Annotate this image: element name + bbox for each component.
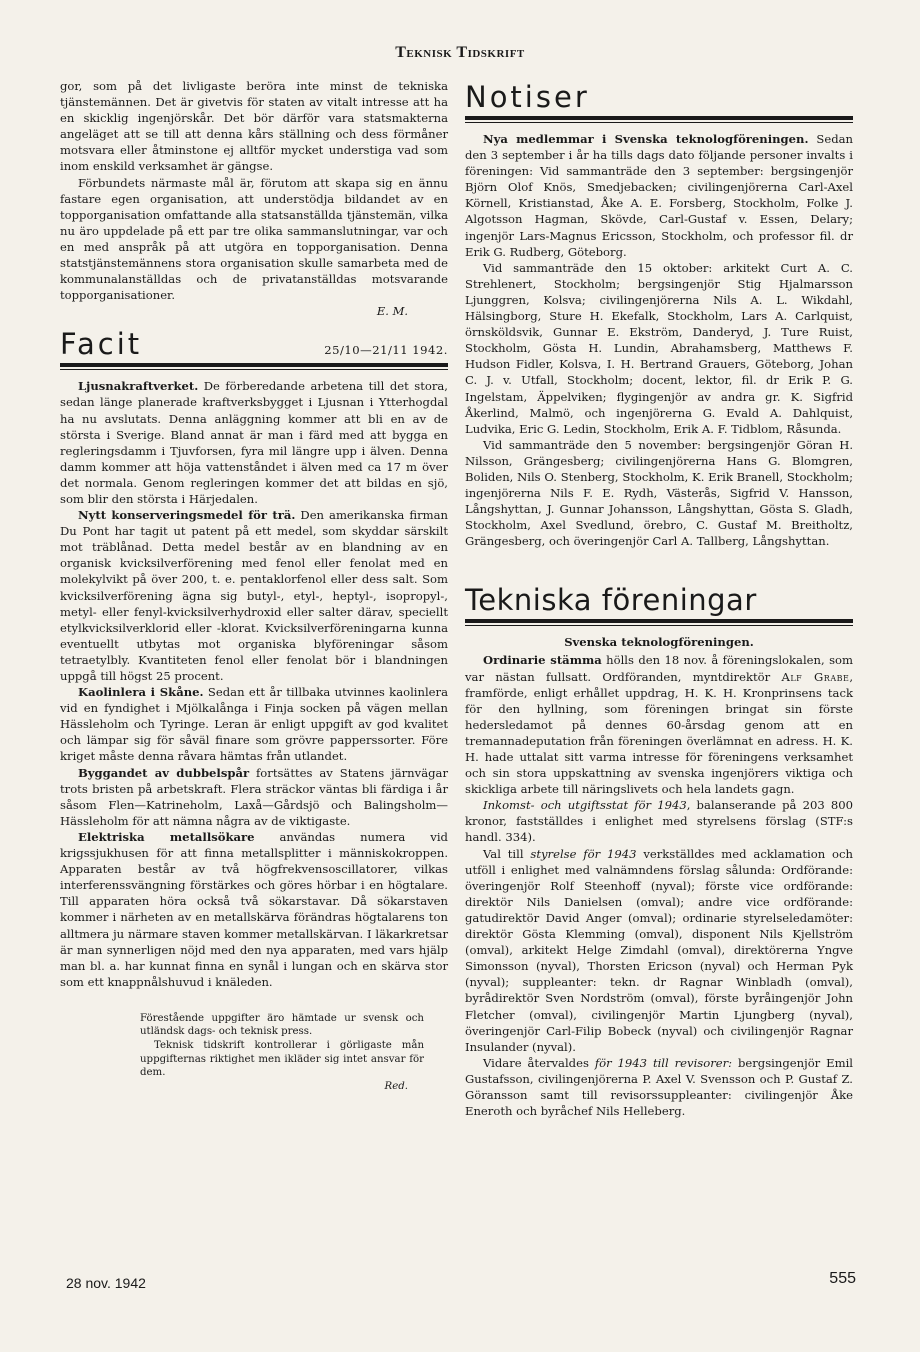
news-item-heading: Byggandet av dubbelspår: [78, 765, 250, 780]
news-item-heading: Elektriska metallsökare: [78, 829, 255, 844]
budget-body: , balanserande på 203 800 kronor, fastställdes i enlighet med styrelsens förslag (STF:s handl. 334).: [465, 798, 853, 845]
election-paragraph: [465, 846, 853, 1055]
news-item-body: fortsättes av Statens järnvägar trots bristen på arbetskraft. Flera sträckor väntas bli färdiga i år såsom Flen—Katrineholm, Laxå—Gårdsjö och Balingsholm—Hässleholm för att nämna några av de viktigaste.: [60, 765, 448, 828]
news-item: [60, 829, 448, 990]
notice-heading: Nya medlemmar i Svenska teknologföreningen.: [483, 132, 809, 146]
news-item-body: Sedan ett år tillbaka utvinnes kaolinlera vid en fyndighet i Mjölkalånga i Finja socken på vägen mellan Hässleholm och Tyringe. Leran är enligt uppgift av god kvalitet och lämpar sig för såväl finare som grövre papperssorter. Före kriget måste denna råvara hämtas från utlandet.: [60, 685, 448, 764]
editor-signature: Red.: [384, 1080, 408, 1092]
journal-masthead: Teknisk Tidskrift: [395, 44, 525, 61]
section-divider: [465, 122, 853, 123]
notiser-title: Notiser: [465, 80, 590, 114]
author-signature: E. M.: [376, 304, 408, 319]
news-item-body: Den amerikanska firman Du Pont har tagit ut patent på ett medel, som skyddar särskilt mot träblånad. Detta medel består av en blandning av en organisk kvicksilverförening med fenol eller fenolat med en molekylvikt på över 200, t. e. pentaklorfenol eller dess salt. Som kvicksilverförening ägna sig butyl-, etyl-, heptyl-, isopropyl-, metyl- eller fenyl-kvicksilverhydroxid eller salter därav, speciellt etylkvicksilverklorid eller -klorat. Kvicksilverföreningarna kunna eventuellt utbytas mot organiska blyföreningar såsom tetraetylbly. Kvantiteten fenol eller fenolat bör i blandningen uppgå till högst 25 procent.: [60, 508, 448, 683]
budget-paragraph: [465, 797, 853, 845]
section-divider: [465, 625, 853, 626]
facit-header: [60, 327, 448, 367]
news-item: [60, 684, 448, 764]
facit-title: Facit: [60, 327, 143, 362]
auditors-body: Vidare återvaldes: [483, 1055, 595, 1070]
news-item: [60, 765, 448, 829]
news-item: [60, 378, 448, 507]
news-item-body: användas numera vid krigssjukhusen för att finna metallsplitter i människokroppen. Apparaten består av två högfrekvensoscillatorer, vilkas interferenssvängning förstärkes och göres hörbar i en högtalare. Till apparaten höra också två sökarstavar. Då sökarstaven kommer i närheten av en metallskärva förändras högtalarens ton alltmera ju närmare staven kommer metallskärvan. I läkarkretsar är man synnerligen nöjd med den nya apparaten, med vars hjälp man bl. a. har kunnat finna en synål i lungan och en skärva stor som ett knappnålshuvud i knäleden.: [60, 829, 448, 989]
page-number: 555: [829, 1270, 856, 1287]
news-item-heading: Ljusnakraftverket.: [78, 379, 199, 394]
notice-paragraph: [465, 131, 853, 260]
tekniska-title: Tekniska föreningar: [465, 583, 757, 618]
auditors-body: bergsingenjör Emil Gustafsson, civilingenjörerna P. Axel V. Svensson och P. Gustaf Z. Göransson samt till revisorssuppleanter: civilingenjör Åke Eneroth och byråchef Nils Helleberg.: [465, 1055, 853, 1119]
notice-paragraph: Vid sammanträde den 5 november: bergsingenjör Göran H. Nilsson, Grängesberg; civilingenjörerna Hans G. Blomgren, Boliden, Nils O. Stenberg, Stockholm, K. Erik Branell, Stockholm; ingenjörerna Nils F. E. Rydh, Västerås, Sigfrid V. Hansson, Långshyttan, J. Gunnar Johansson, Långshyttan, Gösta S. Gladh, Stockholm, Axel Svedlund, örebro, C. Gustaf M. Breitholtz, Grängesberg, och överingenjör Carl A. Tallberg, Långshyttan.: [465, 437, 853, 549]
budget-heading: Inkomst- och utgiftsstat för 1943: [483, 798, 687, 813]
news-item-heading: Nytt konserveringsmedel för trä.: [78, 508, 296, 523]
news-item: [60, 507, 448, 684]
tekniska-header: [465, 583, 853, 623]
notiser-header: [465, 80, 853, 120]
left-column: [60, 78, 448, 1093]
issue-date: 28 nov. 1942: [66, 1275, 146, 1291]
notice-paragraph: Vid sammanträde den 15 oktober: arkitekt Curt A. C. Strehlenert, Stockholm; bergsingenjör Stig Hjalmarsson Ljunggren, Kolsva; civilingenjörerna Nils A. L. Wikdahl, Hälsingborg, Sture H. Ekefalk, Stockholm, Lars A. Carlquist, örnsköldsvik, Gunnar E. Ekström, Danderyd, J. Ture Ruist, Stockholm, Gösta H. Lundin, Abrahamsberg, Matthews F. Hudson Fidler, Kolsva, I. H. Bertrand Grauers, Göteborg, Johan C. J. v. Utfall, Stockholm; docent, lektor, fil. dr Erik P. G. Ingelstam, Äppelviken; flygingenjör av andra gr. K. Sigfrid Åkerlind, Malmö, och ingenjörerna G. Evald A. Dahlquist, Ludvika, Eric G. Ledin, Stockholm, Erik A. F. Tidblom, Råsunda.: [465, 260, 853, 436]
notice-body: Sedan den 3 september i år ha tills dags dato följande personer invalts i föreningen: Vid sammanträde den 3 september: bergsingenjör Björn Olof Knös, Smedjebacken; civilingenjörerna Carl-Axel Körnell, Kristianstad, Åke A. E. Forsberg, Stockholm, Folke J. Algotsson Hagman, Skövde, Carl-Gustaf v. Essen, Delary; ingenjör Lars-Magnus Ericsson, Stockholm, och professor fil. dr Erik G. Rudberg, Göteborg.: [465, 132, 853, 259]
source-note: Förestående uppgifter äro hämtade ur svensk och utländsk dags- och teknisk press.: [140, 1012, 424, 1038]
disclaimer-note: Teknisk tidskrift kontrollerar i görligaste mån uppgifternas riktighet men ikläder sig intet ansvar för dem.: [140, 1040, 424, 1079]
chairman-name: Alf Grabe: [781, 669, 850, 684]
meeting-body: , framförde, enligt erhållet uppdrag, H. K. H. Kronprinsens tack för den hyllning, som föreningen bringat sin förste hedersledamot på dennes 60-årsdag genom att en tremannadeputation från föreningen överlämnat en adress. H. K. H. hade uttalat sitt varma intresse för föreningens verksamhet och sin stora uppskattning av svenska ingenjörers viktiga och skickliga arbete till näringslivets och hela landets gagn.: [465, 669, 854, 797]
meeting-paragraph: [465, 652, 853, 797]
meeting-heading: Ordinarie stämma: [483, 653, 602, 668]
meeting-body: hölls den 18 nov. å föreningslokalen, som var nästan fullsatt. Ordföranden, myntdirektör: [465, 653, 854, 684]
election-body: Val till: [483, 846, 531, 861]
right-column: [465, 72, 853, 1119]
intro-paragraph: gor, som på det livligaste beröra inte minst de tekniska tjänstemännen. Det är givetvis för staten av vitalt intresse att ha en skicklig ingenjörskår. Det bör därför vara statsmakterna angeläget att se till att denna kårs ställning och dess förmåner motsvara eller åtminstone ej alltför mycket understiga vad som inom enskild verksamhet är gängse.: [60, 79, 448, 174]
facit-date-range: 25/10—21/11 1942.: [324, 343, 448, 358]
association-heading: Svenska teknologföreningen.: [564, 635, 754, 650]
news-item-body: De förberedande arbetena till det stora, sedan länge planerade kraftverksbygget i Ljusnan i Ytterhogdal ha nu avslutats. Denna anläggning kommer att bli en av de största i Sverige. Bland annat är man i färd med att bygga en regleringsdamm i Tjuvforsen, fyra mil längre upp i älven. Denna damm kommer att höja vattenståndet i älven med ca 17 m över det normala. Genom regleringen kommer det att bildas en sjö, som blir den största i Härjedalen.: [60, 379, 448, 506]
intro-paragraph: Förbundets närmaste mål är, förutom att skapa sig en ännu fastare egen organisation, att understödja bildandet av en topporganisation omfattande alla statsanställda tjänstemän, vilka nu äro uppdelade på ett par tre olika sammanslutningar, var och en med anspråk på att utgöra en topporganisation. Denna statstjänstemännens stora organisation skulle samarbeta med de kommunalanställdas och de privatanställdas motsvarande topporganisationer.: [60, 175, 448, 303]
election-body: verkställdes med acklamation och utföll i enlighet med valnämndens förslag sålunda: Ordförande: överingenjör Rolf Steenhoff (nyval); förste vice ordförande: direktör Nils Danielsen (omval); andre vice ordförande: gatudirektör David Anger (omval); ordinarie styrelseledamöter: direktör Gösta Klemming (omval), disponent Nils Kjellström (omval), arkitekt Helge Zimdahl (omval), direktörerna Yngve Simonsson (nyval), Thorsten Ericson (nyval) och Herman Pyk (nyval); suppleanter: tekn. dr Ragnar Winbladh (omval), byrådirektör Sven Nordström (omval), förste byråingenjör John Fletcher (omval), civilingenjör Martin Ljungberg (nyval), överingenjör Carl-Filip Bobeck (nyval) och civilingenjör Ragnar Insulander (nyval).: [465, 846, 853, 1054]
news-item-heading: Kaolinlera i Skåne.: [78, 685, 204, 700]
section-divider: [60, 369, 448, 370]
auditors-heading: för 1943 till revisorer:: [594, 1055, 733, 1070]
election-heading: styrelse för 1943: [530, 846, 637, 861]
auditors-paragraph: [465, 1055, 853, 1119]
